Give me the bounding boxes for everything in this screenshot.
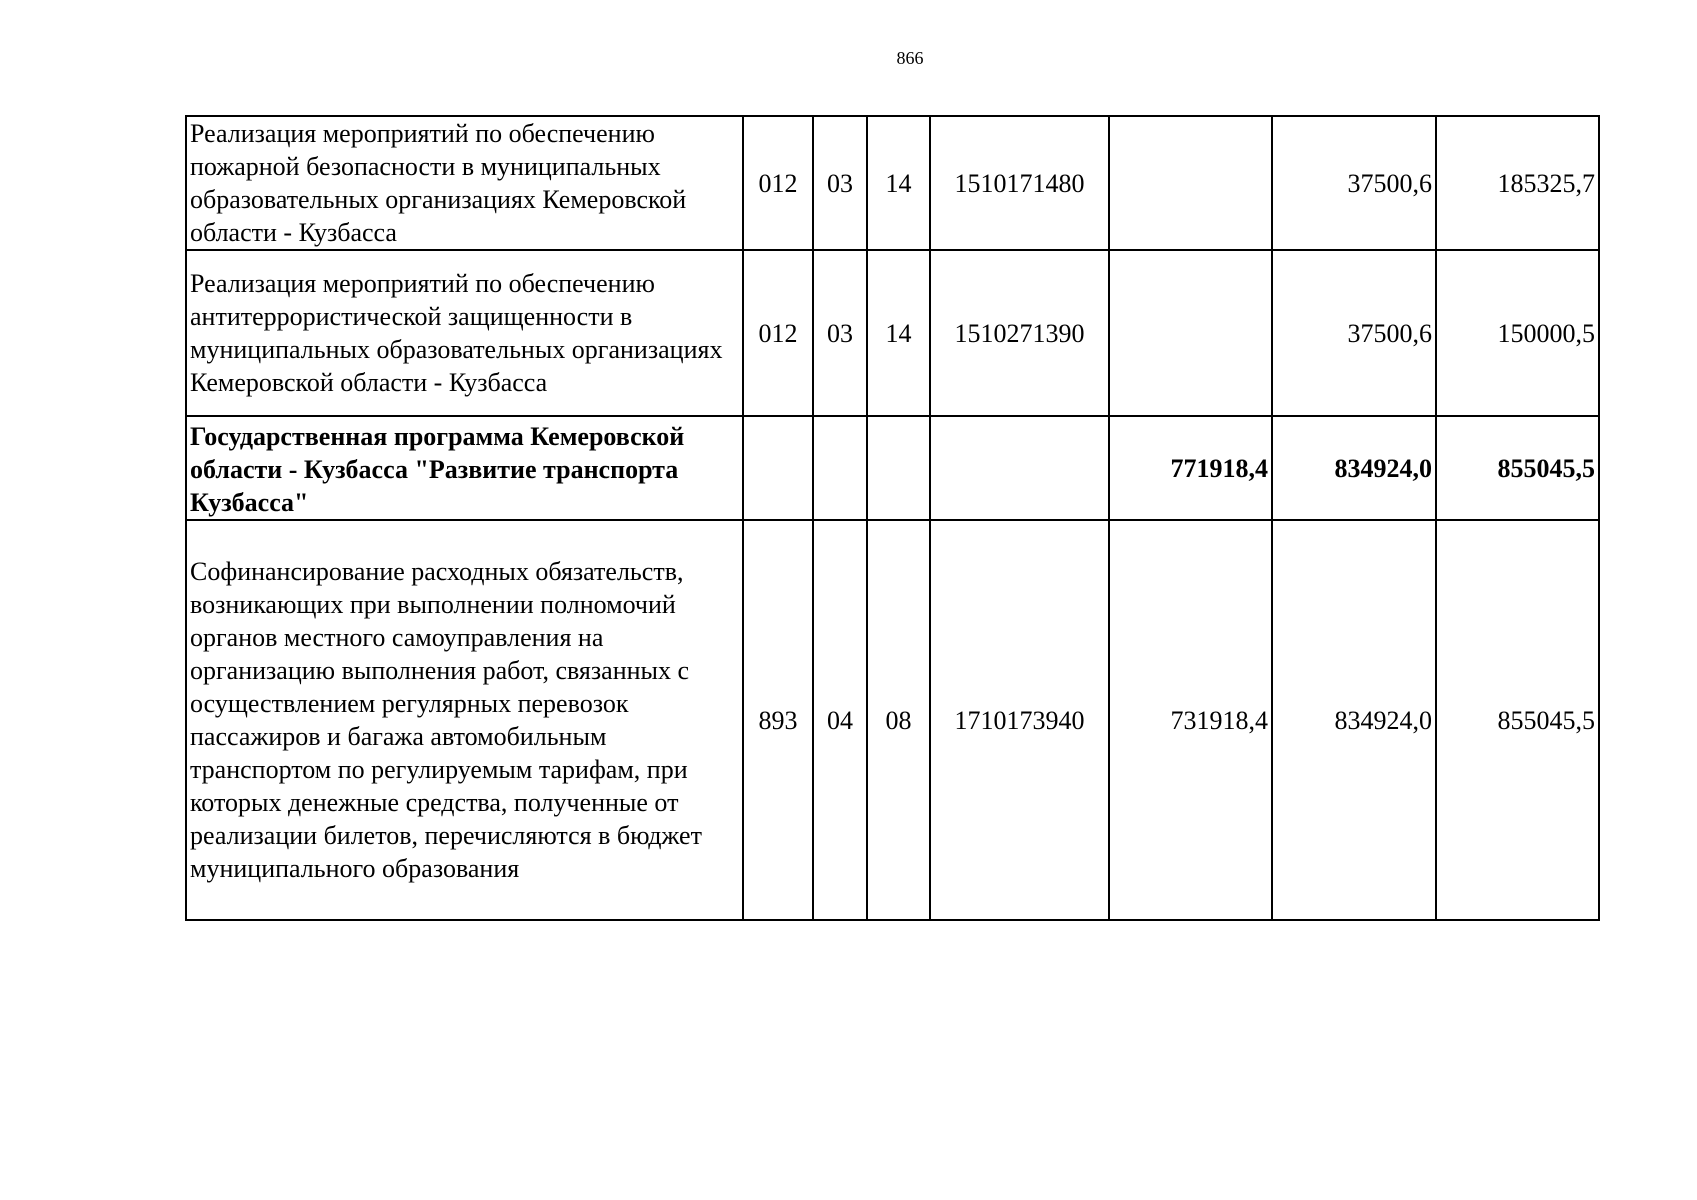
row-grbs: 012 xyxy=(743,116,813,250)
row-grbs xyxy=(743,416,813,520)
row-sum-3: 855045,5 xyxy=(1436,520,1599,920)
table-row-program-total xyxy=(186,416,1599,520)
row-name: Государственная программа Кемеровской области - Кузбасса "Развитие транспорта Кузбасса" xyxy=(186,416,743,520)
row-sum-2: 37500,6 xyxy=(1272,116,1436,250)
row-sum-1: 771918,4 xyxy=(1109,416,1272,520)
table-row xyxy=(186,250,1599,416)
row-target-article: 1510171480 xyxy=(930,116,1109,250)
row-subsection xyxy=(867,416,930,520)
row-subsection: 08 xyxy=(867,520,930,920)
row-subsection: 14 xyxy=(867,250,930,416)
row-section xyxy=(813,416,867,520)
row-section: 03 xyxy=(813,250,867,416)
row-name: Реализация мероприятий по обеспечению антитеррористической защищенности в муниципальных образовательных организациях Кемеровской области - Кузбасса xyxy=(186,250,743,416)
row-subsection: 14 xyxy=(867,116,930,250)
row-grbs: 893 xyxy=(743,520,813,920)
table-row xyxy=(186,116,1599,250)
row-sum-2: 37500,6 xyxy=(1272,250,1436,416)
row-name: Реализация мероприятий по обеспечению пожарной безопасности в муниципальных образовательных организациях Кемеровской области - Кузбасса xyxy=(186,116,743,250)
row-section: 03 xyxy=(813,116,867,250)
row-section: 04 xyxy=(813,520,867,920)
row-sum-1 xyxy=(1109,116,1272,250)
row-sum-2: 834924,0 xyxy=(1272,416,1436,520)
row-name: Софинансирование расходных обязательств, возникающих при выполнении полномочий органов местного самоуправления на организацию выполнения работ, связанных с осуществлением регулярных перевозок пассажиров и багажа автомобильным транспортом по регулируемым тарифам, при которых денежные средства, полученные от реализации билетов, перечисляются в бюджет муниципального образования xyxy=(186,520,743,920)
row-sum-2: 834924,0 xyxy=(1272,520,1436,920)
row-sum-3: 150000,5 xyxy=(1436,250,1599,416)
page-number: 866 xyxy=(896,48,924,68)
row-sum-1 xyxy=(1109,250,1272,416)
budget-table xyxy=(185,115,1600,921)
row-target-article: 1710173940 xyxy=(930,520,1109,920)
row-sum-1: 731918,4 xyxy=(1109,520,1272,920)
row-sum-3: 855045,5 xyxy=(1436,416,1599,520)
row-target-article xyxy=(930,416,1109,520)
row-grbs: 012 xyxy=(743,250,813,416)
row-target-article: 1510271390 xyxy=(930,250,1109,416)
table-row xyxy=(186,520,1599,920)
row-sum-3: 185325,7 xyxy=(1436,116,1599,250)
